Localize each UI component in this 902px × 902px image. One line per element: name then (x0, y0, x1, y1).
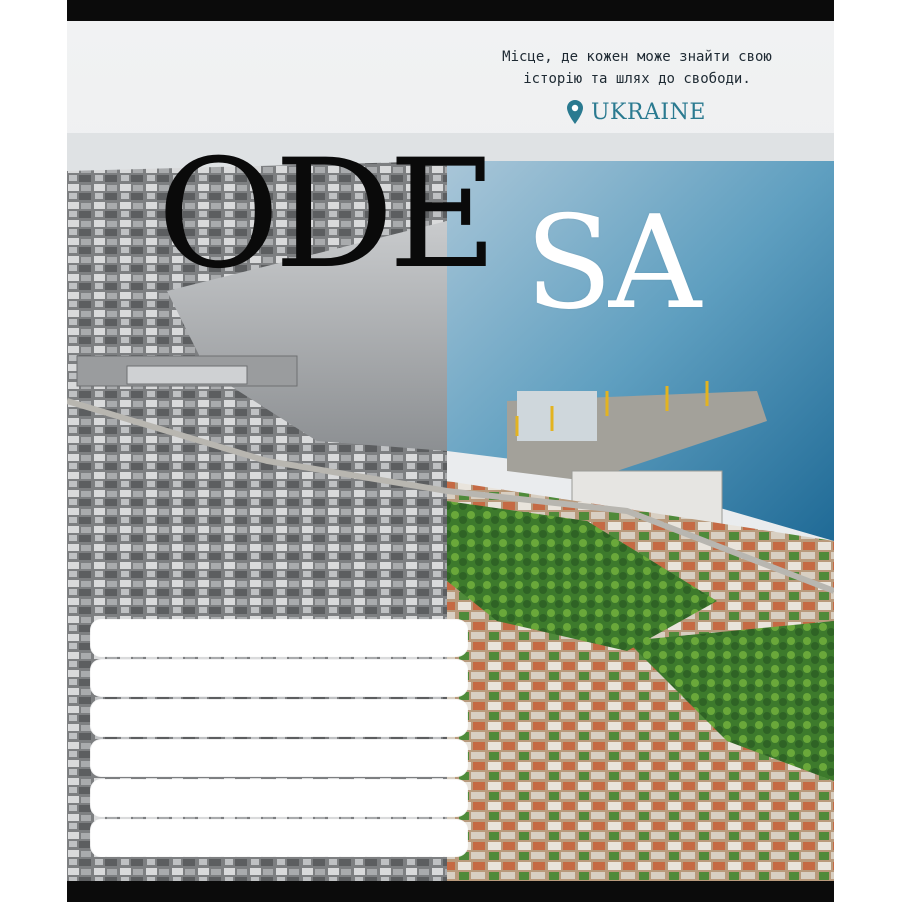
bottom-black-bar (67, 881, 834, 902)
map-pin-icon (567, 100, 583, 124)
title-ode: ODE (157, 128, 492, 302)
location-label: UKRAINE (591, 99, 706, 125)
title-sa: SA (525, 189, 698, 338)
name-label-area (91, 620, 467, 860)
label-line (91, 780, 467, 816)
label-line (91, 620, 467, 656)
tagline-line-1: Місце, де кожен може знайти свою (502, 49, 772, 65)
top-black-bar (67, 0, 834, 21)
location-tag (567, 97, 706, 127)
label-line (91, 660, 467, 696)
label-line (91, 700, 467, 736)
notebook-cover (67, 0, 834, 902)
label-line (91, 740, 467, 776)
label-line (91, 820, 467, 856)
tagline-line-2: історію та шлях до свободи. (523, 71, 751, 87)
cover-tagline (462, 46, 812, 90)
